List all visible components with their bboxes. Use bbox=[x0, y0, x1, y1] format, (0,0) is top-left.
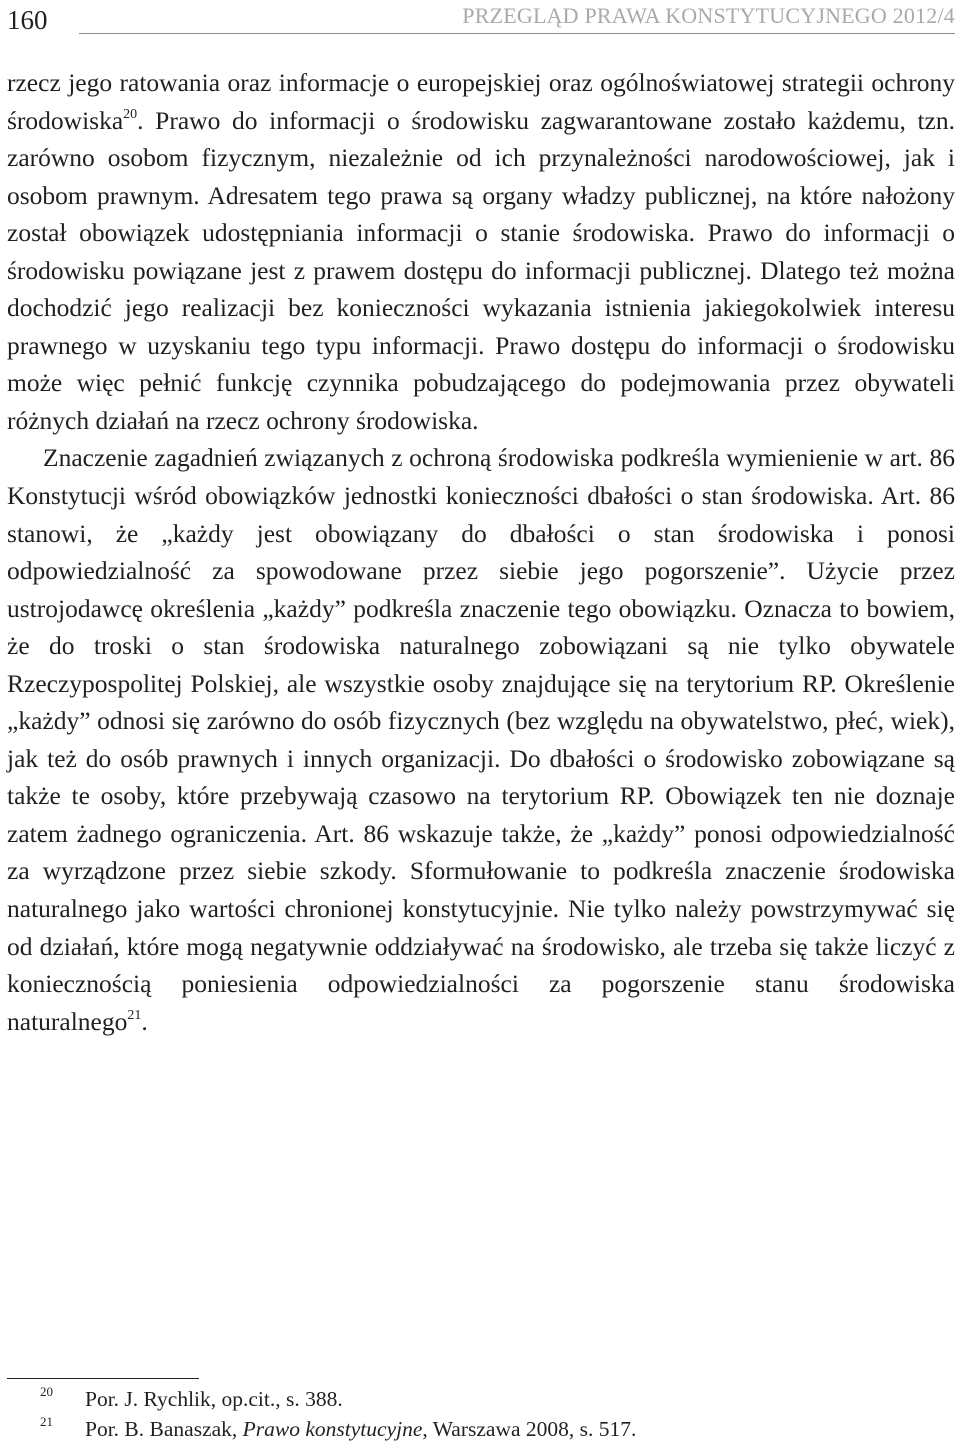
page-header bbox=[7, 0, 955, 40]
footnote-text-main: Por. J. Rychlik, op.cit., s. 388. bbox=[85, 1387, 343, 1411]
footnotes bbox=[7, 1384, 955, 1444]
footnote-number: 20 bbox=[40, 1384, 53, 1399]
paragraph-2-text-a: Znaczenie zagadnień związanych z ochroną środowiska podkreśla wymienienie w art. 86 Konstytucji wśród obowiązków jednostki konieczności dbałości o stan środowiska. Art. 86 stanowi, że „każdy jest obowiązany do dbałości o stan środowiska i ponosi odpowiedzialność za spowodowane przez siebie jego pogorszenie”. Użycie przez ustrojodawcę określenia „każdy” podkreśla znaczenie tego obowiązku. Oznacza to bowiem, że do troski o stan środowiska naturalnego zobowiązani są nie tylko obywatele Rzeczypospolitej Polskiej, ale wszystkie osoby znajdujące się na terytorium RP. Określenie „każdy” odnosi się zarówno do osób fizycznych (bez względu na obywatelstwo, płeć, wiek), jak też do osób prawnych i innych organizacji. Do dbałości o środowisko zobowiązane są także te osoby, które przebywają czasowo na terytorium RP. Obowiązek ten nie doznaje zatem żadnego ograniczenia. Art. 86 wskazuje także, że „każdy” ponosi odpowiedzialność za wyrządzone przez siebie szkody. Sformułowanie to podkreśla znaczenie środowiska naturalnego jako wartości chronionej konstytucyjnie. Nie tylko należy powstrzymywać się od działań, które mogą negatywnie oddziaływać na środowisko, ale trzeba się także liczyć z koniecznością poniesienia odpowiedzialności za pogorszenie stanu środowiska naturalnego bbox=[7, 443, 955, 1036]
footnote-separator bbox=[7, 1378, 199, 1379]
footnote-20 bbox=[7, 1384, 955, 1414]
paragraph-1-text-a: rzecz jego ratowania oraz informacje o europejskiej oraz ogólnoświatowej strategii ochrony środowiska bbox=[7, 68, 955, 135]
footnote-ref-20[interactable]: 20 bbox=[123, 106, 138, 122]
paragraph-2-text-b: . bbox=[141, 1006, 148, 1036]
footnote-text-main: Por. B. Banaszak, bbox=[85, 1417, 243, 1441]
footnote-text-tail: , Warszawa 2008, s. 517. bbox=[422, 1417, 637, 1441]
footnote-book-title: Prawo konstytucyjne bbox=[242, 1417, 423, 1441]
paragraph-1 bbox=[7, 64, 955, 439]
footnote-text bbox=[85, 1384, 343, 1414]
footnote-number: 21 bbox=[40, 1414, 53, 1429]
footnote-ref-21[interactable]: 21 bbox=[127, 1007, 142, 1023]
running-head: PRZEGLĄD PRAWA KONSTYTUCYJNEGO 2012/4 bbox=[462, 3, 955, 28]
body-text bbox=[7, 64, 955, 1040]
paragraph-2 bbox=[7, 439, 955, 1040]
header-rule bbox=[79, 33, 955, 34]
paragraph-1-text-b: . Prawo do informacji o środowisku zagwarantowane zostało każdemu, tzn. zarówno osobom fizycznym, niezależnie od ich przynależności narodowościowej, jak i osobom prawnym. Adresatem tego prawa są organy władzy publicznej, na które nałożony został obowiązek udostępniania informacji o stanie środowiska. Prawo do informacji o środowisku powiązane jest z prawem dostępu do informacji publicznej. Dlatego też można dochodzić jego realizacji bez konieczności wykazania istnienia jakiegokolwiek interesu prawnego w uzyskaniu tego typu informacji. Prawo dostępu do informacji o środowisku może więc pełnić funkcję czynnika pobudzającego do podejmowania przez obywateli różnych działań na rzecz ochrony środowiska. bbox=[7, 105, 955, 435]
page-number: 160 bbox=[7, 5, 48, 35]
footnote-21 bbox=[7, 1414, 955, 1444]
footnote-text bbox=[85, 1414, 636, 1444]
